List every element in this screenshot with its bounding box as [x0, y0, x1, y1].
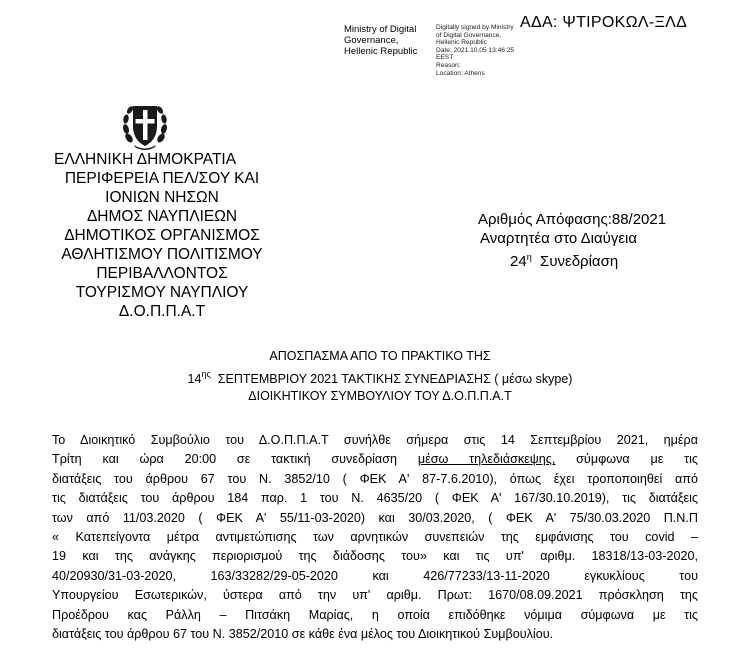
authority-line: ΔΗΜΟΣ ΝΑΥΠΛΙΕΩΝ	[86, 208, 238, 225]
body-line: Προέδρου κας Ράλλη – Πιτσάκη Μαρίας, η οποία επιδόθηκε νόμιμα σύμφωνα με τις	[52, 607, 698, 622]
decision-number: Αριθμός Απόφασης:88/2021	[478, 211, 667, 228]
authority-line: Δ.Ο.Π.Π.Α.Τ	[118, 303, 206, 320]
body-line: 19 και της ανάγκης περιορισμού της διάδοσης του» και τις υπ' αριθμ. 18318/13-03-2020,	[52, 549, 698, 564]
signature-detail-line: Location: Athens	[436, 69, 485, 77]
signature-detail-line: Reason:	[436, 61, 461, 69]
body-line: Το Διοικητικό Συμβούλιο του Δ.Ο.Π.Π.Α.Τ συνήλθε σήμερα στις 14 Σεπτεμβρίου 2021, ημέρα	[52, 433, 698, 447]
session-number	[470, 248, 700, 271]
meeting-day-sup: ης	[201, 368, 211, 379]
signature-issuer	[344, 24, 417, 57]
body-line: διατάξεις του άρθρου 67 του Ν. 3852/2010 σε κάθε ένα μέλος του Διοικητικού Συμβουλίου.	[52, 626, 554, 641]
signature-issuer-line: Hellenic Republic	[344, 46, 418, 57]
signature-issuer-line: Governance,	[344, 35, 399, 46]
body-line: διατάξεις του άρθρου 67 του Ν. 3852/10 ( ΦΕΚ Α' 87-7.6.2010), όπως έχει τροποποιηθεί από	[52, 471, 698, 486]
body-paragraph	[52, 431, 698, 644]
decision-info	[470, 210, 700, 271]
body-line: Υπουργείου Εσωτερικών, ύστερα από την υπ' αριθμ. Πρωτ: 1670/08.09.2021 πρόσκληση της	[52, 588, 698, 603]
body-line: των από 11/03.2020 ( ΦΕΚ Α' 55/11-03-2020) και 30/03.2020, ( ΦΕΚ Α' 75/30.03.2020 Π.Ν.Π	[52, 510, 698, 525]
body-line: « Κατεπείγοντα μέτρα αντιμετώπισης των αρνητικών συνεπειών της εμφάνισης του covid –	[52, 529, 698, 544]
posting-note: Αναρτητέα στο Διαύγεια	[480, 230, 638, 247]
signature-issuer-line: Ministry of Digital	[344, 24, 417, 35]
greek-emblem-icon	[120, 100, 170, 152]
signature-detail-line: Hellenic Republic	[436, 39, 487, 47]
authority-line: ΕΛΛΗΝΙΚΗ ΔΗΜΟΚΡΑΤΙΑ	[54, 151, 237, 168]
session-num: 24	[510, 253, 527, 270]
authority-line: ΠΕΡΙΒΑΛΛΟΝΤΟΣ	[96, 265, 228, 282]
authority-line: ΤΟΥΡΙΣΜΟΥ ΝΑΥΠΛΙΟΥ	[75, 284, 249, 301]
body-line	[52, 450, 698, 469]
extract-heading-line2	[100, 366, 660, 389]
signature-detail-line: of Digital Governance,	[436, 31, 502, 39]
session-sup: η	[526, 252, 532, 262]
meeting-day: 14	[187, 371, 202, 386]
signature-detail-line: Digitally signed by Ministry	[436, 24, 514, 31]
signature-detail-line: EEST	[436, 54, 454, 62]
authority-line: ΑΘΛΗΤΙΣΜΟΥ ΠΟΛΙΤΙΣΜΟΥ	[61, 246, 263, 263]
session-word: Συνεδρίαση	[540, 253, 619, 270]
extract-heading	[100, 348, 660, 406]
meeting-desc: ΣΕΠΤΕΜΒΡΙΟΥ 2021 ΤΑΚΤΙΚΗΣ ΣΥΝΕΔΡΙΑΣΗΣ ( μέσω skype)	[217, 371, 573, 386]
body-text-part: Τρίτη και ώρα 20:00 σε τακτική συνεδρίαση	[52, 452, 418, 467]
ada-code: ΑΔΑ: ΨΤΙΡΟΚΩΛ-ΞΛΔ	[520, 14, 688, 31]
body-text-part: σύμφωνα με τις	[555, 452, 698, 467]
extract-heading-line1: ΑΠΟΣΠΑΣΜΑ ΑΠΟ ΤΟ ΠΡΑΚΤΙΚΟ ΤΗΣ	[269, 349, 491, 363]
signature-details	[436, 24, 514, 77]
remote-meeting-underlined: μέσω τηλεδιάσκεψης,	[417, 452, 556, 467]
signature-detail-line: Date: 2021.10.05 13:46:25	[436, 46, 515, 54]
authority-line: ΠΕΡΙΦΕΡΕΙΑ ΠΕΛ/ΣΟΥ ΚΑΙ	[64, 170, 260, 187]
body-line: τις διατάξεις του άρθρου 184 παρ. 1 του Ν. 4635/20 ( ΦΕΚ Α' 167/30.10.2019), τις διατάξεις	[52, 491, 698, 506]
authority-line: ΙΟΝΙΩΝ ΝΗΣΩΝ	[105, 189, 219, 206]
authority-line: ΔΗΜΟΤΙΚΟΣ ΟΡΓΑΝΙΣΜΟΣ	[64, 227, 260, 244]
extract-heading-line3: ΔΙΟΙΚΗΤΙΚΟΥ ΣΥΜΒΟΥΛΙΟΥ ΤΟΥ Δ.Ο.Π.Π.Α.Τ	[248, 389, 512, 403]
issuing-authority	[52, 150, 272, 321]
body-line: 40/20930/31-03-2020, 163/33282/29-05-2020 και 426/77233/13-11-2020 εγκυκλίους του	[52, 568, 698, 583]
